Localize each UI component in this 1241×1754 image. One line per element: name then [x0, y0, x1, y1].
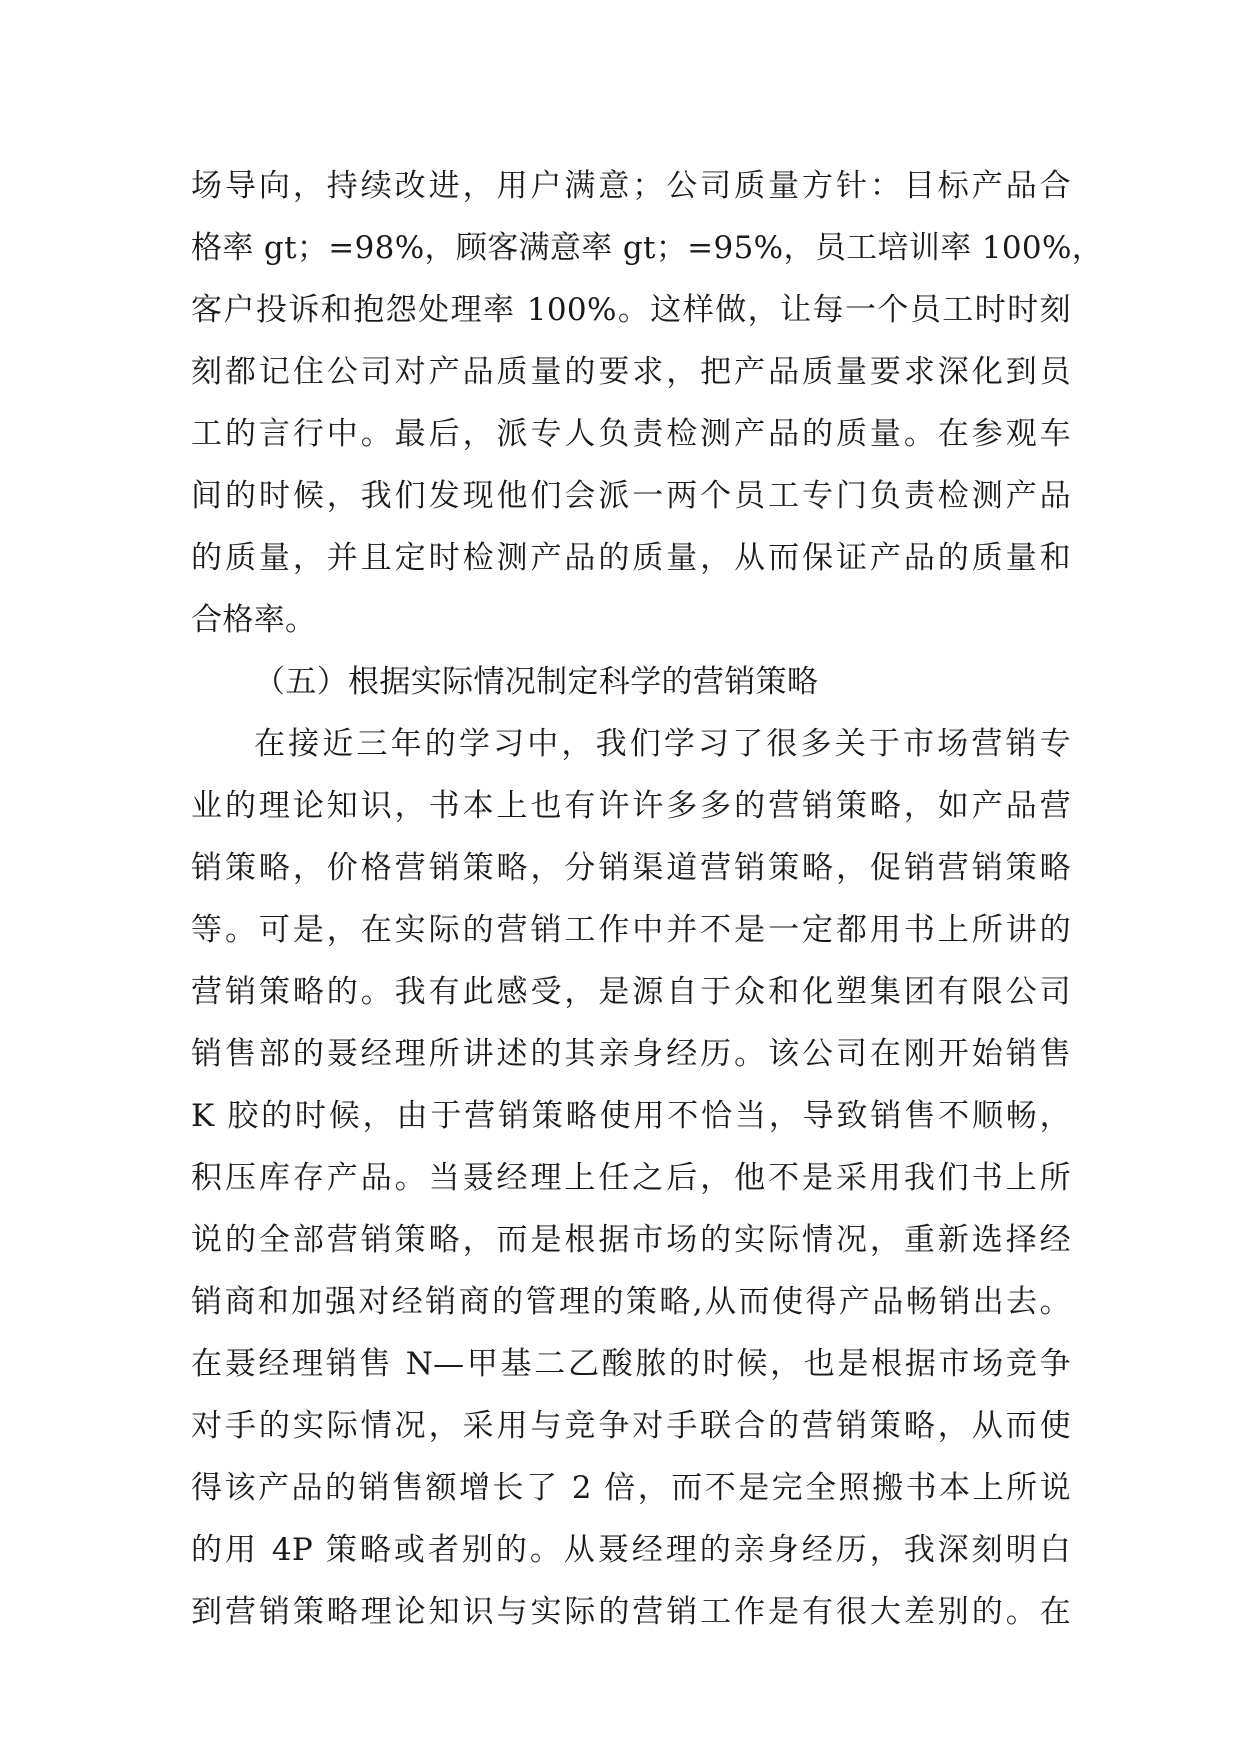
body-text-line: 格率 gt；=98%，顾客满意率 gt；=95%，员工培训率 100%，	[191, 230, 1104, 266]
body-text-line: 业的理论知识，书本上也有许许多多的营销策略，如产品营	[191, 788, 1071, 824]
section-heading: （五）根据实际情况制定科学的营销策略	[254, 664, 819, 700]
body-text-line: 积压库存产品。当聂经理上任之后，他不是采用我们书上所	[191, 1160, 1071, 1196]
body-text-line: 刻都记住公司对产品质量的要求，把产品质量要求深化到员	[191, 354, 1071, 390]
body-text-line: 客户投诉和抱怨处理率 100%。这样做，让每一个员工时时刻	[191, 292, 1071, 328]
body-text-line: 的质量，并且定时检测产品的质量，从而保证产品的质量和	[191, 540, 1071, 576]
body-text-line: 营销策略的。我有此感受，是源自于众和化塑集团有限公司	[191, 974, 1071, 1010]
body-text-line: 销策略，价格营销策略，分销渠道营销策略，促销营销策略	[191, 850, 1071, 886]
body-text-line: 场导向，持续改进，用户满意；公司质量方针：目标产品合	[191, 168, 1071, 204]
body-text-line: 销售部的聂经理所讲述的其亲身经历。该公司在刚开始销售	[191, 1036, 1071, 1072]
body-text-line: 在接近三年的学习中，我们学习了很多关于市场营销专	[254, 726, 1071, 762]
body-text-line: 工的言行中。最后，派专人负责检测产品的质量。在参观车	[191, 416, 1071, 452]
body-text-line: 说的全部营销策略，而是根据市场的实际情况，重新选择经	[191, 1222, 1071, 1258]
body-text-line: 合格率。	[191, 602, 317, 638]
body-text-line: 的用 4P 策略或者别的。从聂经理的亲身经历，我深刻明白	[191, 1532, 1071, 1568]
body-text-line: 在聂经理销售 N—甲基二乙酸脓的时候，也是根据市场竞争	[191, 1346, 1071, 1382]
body-text-line: 销商和加强对经销商的管理的策略,从而使得产品畅销出去。	[191, 1284, 1071, 1320]
body-text-line: 对手的实际情况，采用与竞争对手联合的营销策略，从而使	[191, 1408, 1071, 1444]
body-text-line: 到营销策略理论知识与实际的营销工作是有很大差别的。在	[191, 1594, 1071, 1630]
body-text-line: 间的时候，我们发现他们会派一两个员工专门负责检测产品	[191, 478, 1071, 514]
body-text-line: K 胶的时候，由于营销策略使用不恰当，导致销售不顺畅，	[191, 1098, 1071, 1134]
body-text-line: 等。可是，在实际的营销工作中并不是一定都用书上所讲的	[191, 912, 1071, 948]
body-text-line: 得该产品的销售额增长了 2 倍，而不是完全照搬书本上所说	[191, 1470, 1071, 1506]
